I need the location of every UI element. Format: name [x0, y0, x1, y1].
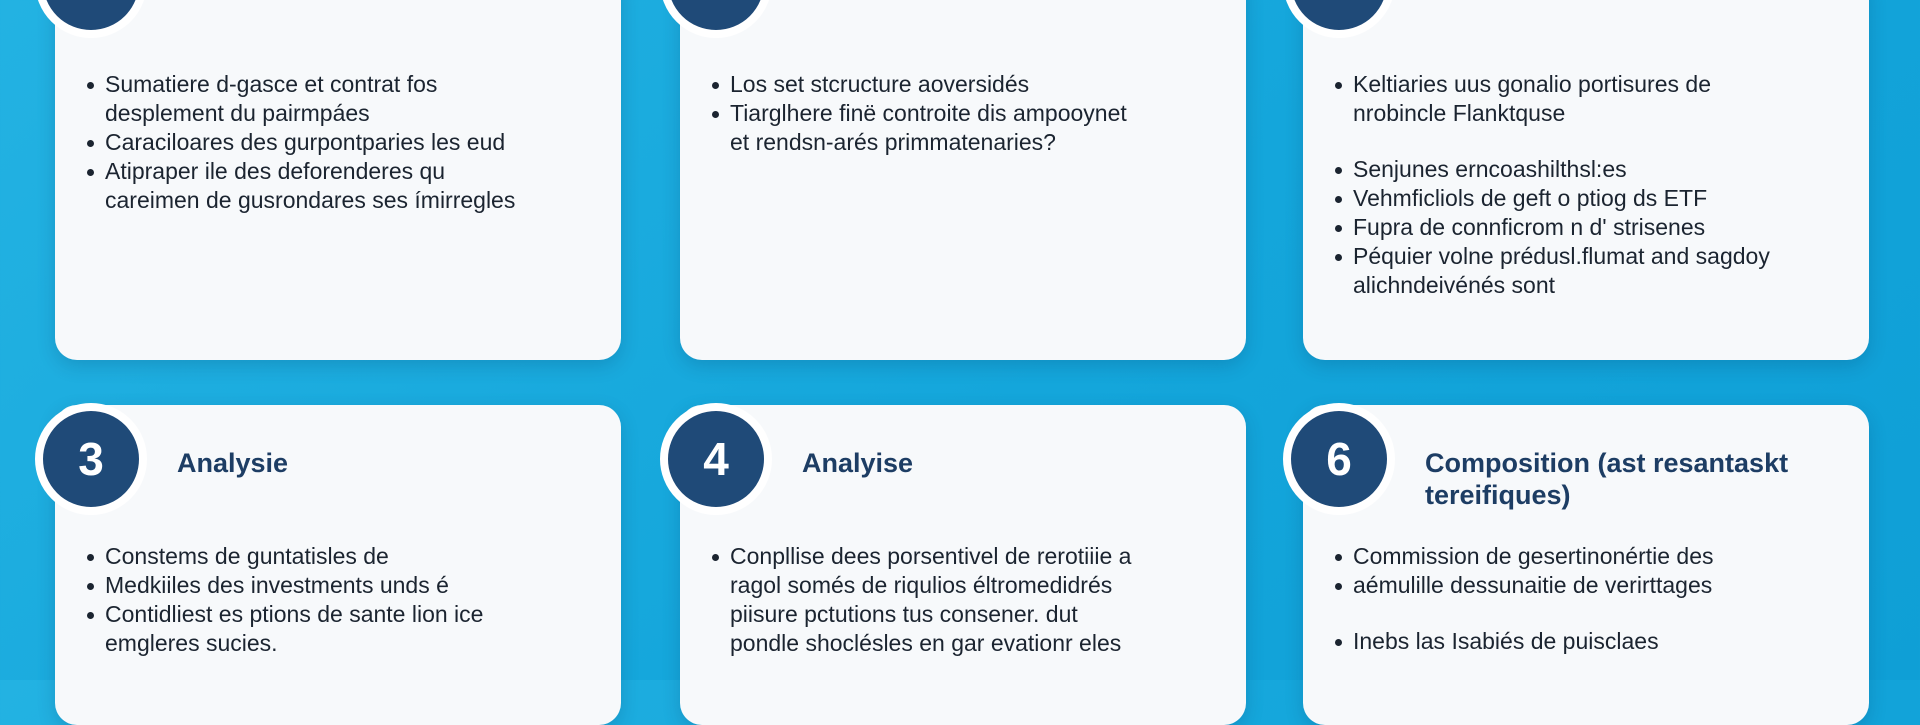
list-item: Inebs las Isabiés de puisclaes	[1333, 627, 1851, 656]
list-item: Atipraper ile des deforenderes qu	[85, 157, 603, 186]
list-item: Sumatiere d-gasce et contrat fos	[85, 70, 603, 99]
list-item-continuation: piisure pctutions tus consener. dut	[730, 601, 1078, 627]
card-bullet-list	[1333, 70, 1851, 300]
list-item: Los set stcructure aoversidés	[710, 70, 1228, 99]
list-item-continuation: desplement du pairmpáes	[105, 100, 370, 126]
list-item: Commission de gesertinonértie des	[1333, 542, 1851, 571]
list-item: Senjunes erncoashilthsl:es	[1333, 155, 1851, 184]
step-number-badge	[660, 0, 772, 38]
step-number-badge: 6	[1283, 403, 1395, 515]
list-item: Péquier volne prédusl.flumat and sagdoy	[1333, 242, 1851, 271]
list-item: Constems de guntatisles de	[85, 542, 603, 571]
list-item: Conpllise dees porsentivel de rerotiiie a	[710, 542, 1228, 571]
card-bullet-list	[710, 542, 1228, 658]
step-number-badge: 3	[35, 403, 147, 515]
card-bullet-list	[710, 70, 1228, 157]
list-item-continuation: et rendsn-arés primmatenaries?	[730, 129, 1056, 155]
card-bullet-list	[1333, 542, 1851, 656]
list-item-continuation: nrobincle Flanktquse	[1353, 100, 1566, 126]
card-top-middle	[680, 0, 1246, 360]
list-item: aémulille dessunaitie de verirttages	[1333, 571, 1851, 600]
list-item-continuation: alichndeivénés sont	[1353, 272, 1556, 298]
card-bottom-middle	[680, 405, 1246, 725]
list-item-continuation: careimen de gusrondares ses ímirregles	[105, 187, 516, 213]
step-number-badge	[1283, 0, 1395, 38]
list-item: Keltiaries uus gonalio portisures de	[1333, 70, 1851, 99]
step-number-badge: 4	[660, 403, 772, 515]
list-item-continuation: emgleres sucies.	[105, 630, 278, 656]
list-item: Caraciloares des gurpontparies les eud	[85, 128, 603, 157]
list-item: Fupra de connficrom n d' strisenes	[1333, 213, 1851, 242]
list-item-continuation: ragol somés de riqulios éltromedidrés	[730, 572, 1113, 598]
card-title: Analysie	[177, 448, 289, 478]
list-item: Vehmficliols de geft o ptiog ds ETF	[1333, 184, 1851, 213]
list-item: Contidliest es ptions de sante lion ice	[85, 600, 603, 629]
list-item: Tiarglhere finë controite dis ampooynet	[710, 99, 1228, 128]
card-bullet-list	[85, 542, 603, 658]
card-bottom-right	[1303, 405, 1869, 725]
card-top-left	[55, 0, 621, 360]
card-top-right	[1303, 0, 1869, 360]
card-title: Composition (ast resantaskt tereifiques)	[1425, 448, 1789, 510]
step-number-badge	[35, 0, 147, 38]
card-bottom-left	[55, 405, 621, 725]
list-item: Medkiiles des investments unds é	[85, 571, 603, 600]
list-item-continuation: pondle shoclésles en gar evationr eles	[730, 630, 1122, 656]
card-bullet-list	[85, 70, 603, 215]
card-title: Analyise	[802, 448, 914, 478]
